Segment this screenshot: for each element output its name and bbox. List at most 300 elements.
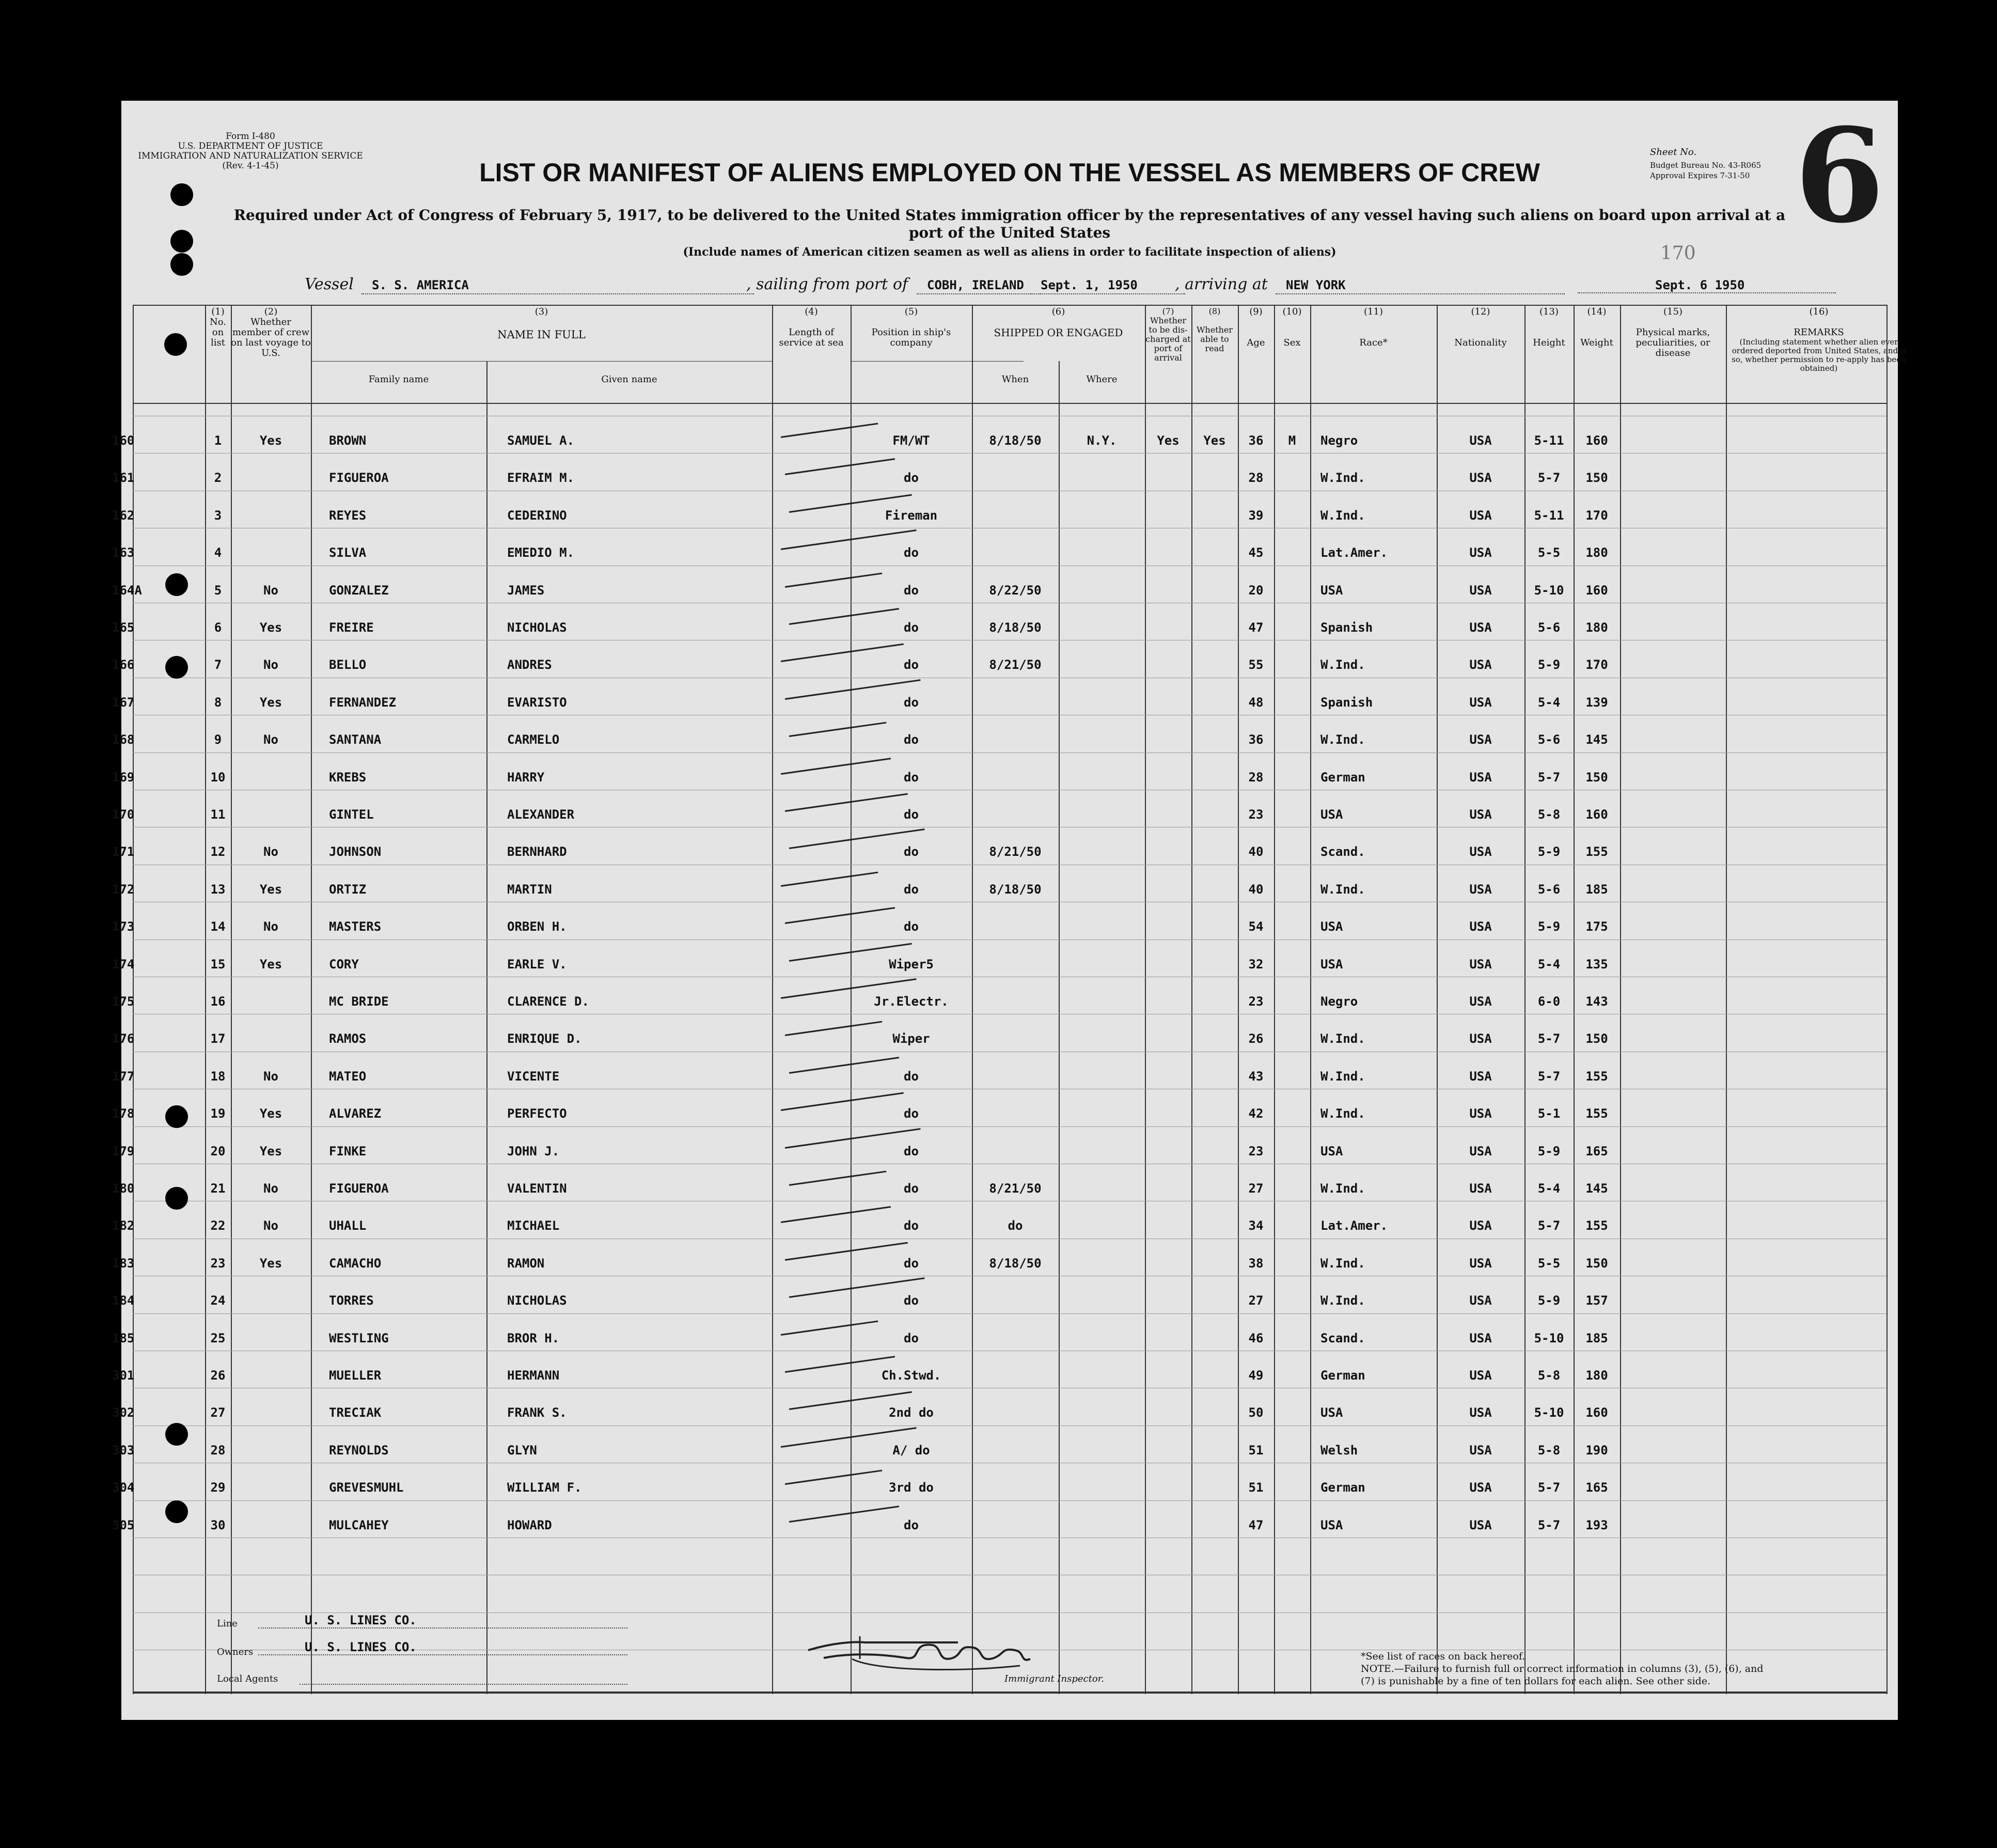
cell-ht: 5-6 (1537, 620, 1561, 635)
agents-value (300, 1668, 627, 1685)
cell-nat: USA (1469, 1069, 1492, 1084)
cell-ht: 5-8 (1537, 1368, 1561, 1383)
cell-nat: USA (1469, 882, 1492, 897)
cell-ht: 5-8 (1537, 1443, 1561, 1458)
cell-given: VICENTE (507, 1069, 560, 1084)
col1-header: (1) No. on list (210, 307, 226, 348)
cell-pos: do (904, 1069, 919, 1084)
cell-race: W.Ind. (1320, 471, 1365, 486)
col9-header: (9) Age (1247, 307, 1265, 348)
service: IMMIGRATION AND NATURALIZATION SERVICE (138, 151, 363, 161)
cell-nat: USA (1469, 807, 1492, 822)
cell-family: GREVESMUHL (329, 1480, 404, 1495)
cell-nat: USA (1469, 1293, 1492, 1308)
cell-ht: 5-11 (1534, 433, 1564, 448)
col7-header: (7) Whether to be dis-charged at port of arrival (1145, 307, 1191, 363)
cell-race: USA (1320, 1405, 1343, 1420)
cell-family: RAMOS (329, 1031, 367, 1046)
cell-sex (1274, 1366, 1310, 1385)
cell-read (1191, 693, 1238, 712)
cell-n: 5 (214, 583, 222, 598)
cell-m: 175 (112, 994, 135, 1009)
owners-value: U. S. LINES CO. (258, 1640, 627, 1655)
cell-pos: Fireman (885, 508, 938, 523)
cell-m: 163 (112, 545, 135, 560)
cell-when: 8/21/50 (989, 1181, 1042, 1196)
cell-m: 166 (112, 657, 135, 672)
cell-given: PERFECTO (507, 1106, 567, 1121)
cell-pos: do (904, 1218, 919, 1233)
col2-header: (2) Whether member of crew on last voyage to U.S. (231, 307, 311, 358)
cell-given: WILLIAM F. (507, 1480, 582, 1495)
cell-given: ALEXANDER (507, 807, 575, 822)
cell-race: W.Ind. (1320, 508, 1365, 523)
cell-given: ENRIQUE D. (507, 1031, 582, 1046)
cell-nat: USA (1469, 1031, 1492, 1046)
cell-nat: USA (1469, 1330, 1492, 1345)
cell-ht: 5-1 (1537, 1106, 1561, 1121)
cell-sex (1274, 1441, 1310, 1460)
family-name-header: Family name (368, 374, 429, 385)
cell-race: USA (1320, 583, 1343, 598)
cell-pos: do (904, 1293, 919, 1308)
cell-m: 173 (112, 919, 135, 934)
cell-prev: Yes (259, 433, 282, 448)
cell-wt: 165 (1585, 1144, 1608, 1158)
cell-where (1059, 1254, 1145, 1273)
cell-sex (1274, 543, 1310, 562)
cell-where (1059, 1403, 1145, 1422)
cell-read (1191, 1291, 1238, 1310)
cell-age: 36 (1248, 433, 1264, 448)
cell-when (972, 730, 1059, 749)
cell-race: W.Ind. (1320, 732, 1365, 747)
cell-where (1059, 1366, 1145, 1385)
cell-race: W.Ind. (1320, 882, 1365, 897)
cell-n: 4 (214, 545, 222, 560)
cell-sex (1274, 1291, 1310, 1310)
cell-read (1191, 730, 1238, 749)
column-rule (1886, 305, 1888, 1694)
cell-where (1059, 1516, 1145, 1534)
cell-sex (1274, 1516, 1310, 1534)
cell-read (1191, 955, 1238, 974)
cell-family: WESTLING (329, 1330, 389, 1345)
cell-wt: 170 (1585, 657, 1608, 672)
cell-where (1059, 618, 1145, 637)
cell-age: 27 (1248, 1293, 1264, 1308)
cell-sex (1274, 917, 1310, 936)
cell-given: CARMELO (507, 732, 560, 747)
cell-when (972, 1142, 1059, 1161)
cell-ht: 5-5 (1537, 545, 1561, 560)
cell-given: ANDRES (507, 657, 552, 672)
cell-read (1191, 1366, 1238, 1385)
cell-given: FRANK S. (507, 1405, 567, 1420)
cell-n: 25 (210, 1330, 226, 1345)
cell-given: MICHAEL (507, 1218, 560, 1233)
cell-pos: do (904, 620, 919, 635)
requirement-text: Required under Act of Congress of February 5, 1917, to be delivered to the United States immigration officer by the representatives of any vessel having such aliens on board upon arrival at a port of the United States (233, 207, 1786, 241)
department: U.S. DEPARTMENT OF JUSTICE (178, 141, 323, 151)
cell-family: MASTERS (329, 919, 382, 934)
col6-header: (6) SHIPPED OR ENGAGED (994, 307, 1123, 338)
cell-wt: 155 (1585, 1218, 1608, 1233)
cell-prev (231, 992, 311, 1011)
cell-wt: 180 (1585, 545, 1608, 560)
cell-pos: do (904, 695, 919, 710)
cell-age: 28 (1248, 471, 1264, 486)
cell-where (1059, 693, 1145, 712)
cell-wt: 165 (1585, 1480, 1608, 1495)
cell-wt: 143 (1585, 994, 1608, 1009)
cell-race: Welsh (1320, 1443, 1358, 1458)
cell-wt: 180 (1585, 620, 1608, 635)
cell-nat: USA (1469, 545, 1492, 560)
cell-n: 1 (214, 433, 222, 448)
cell-nat: USA (1469, 1218, 1492, 1233)
arriving-label: , arriving at (1175, 275, 1268, 293)
cell-m: 303 (112, 1443, 135, 1458)
cell-read (1191, 1029, 1238, 1048)
vessel-label: Vessel (305, 275, 354, 293)
cell-nat: USA (1469, 1144, 1492, 1158)
cell-disch (1145, 1441, 1191, 1460)
row-rule (133, 1500, 1886, 1501)
cell-prev: Yes (259, 882, 282, 897)
cell-race: Scand. (1320, 844, 1365, 859)
cell-nat: USA (1469, 770, 1492, 785)
cell-read (1191, 1516, 1238, 1534)
cell-wt: 160 (1585, 583, 1608, 598)
cell-age: 23 (1248, 807, 1264, 822)
cell-prev (231, 1403, 311, 1422)
cell-n: 2 (214, 471, 222, 486)
column-rule (1726, 305, 1727, 1694)
cell-prev (231, 768, 311, 787)
cell-wt: 145 (1585, 1181, 1608, 1196)
cell-race: Lat.Amer. (1320, 545, 1388, 560)
cell-when: 8/18/50 (989, 1256, 1042, 1271)
cell-sex (1274, 955, 1310, 974)
cell-family: FINKE (329, 1144, 367, 1158)
cell-race: Negro (1320, 994, 1358, 1009)
cell-where (1059, 1179, 1145, 1198)
column-rule (772, 305, 773, 1694)
cell-disch (1145, 1179, 1191, 1198)
cell-ht: 5-7 (1537, 770, 1561, 785)
cell-prev: No (263, 1218, 278, 1233)
cell-ht: 5-11 (1534, 508, 1564, 523)
cell-disch (1145, 768, 1191, 787)
cell-age: 55 (1248, 657, 1264, 672)
cell-sex (1274, 1179, 1310, 1198)
cell-family: KREBS (329, 770, 367, 785)
cell-wt: 160 (1585, 433, 1608, 448)
cell-ht: 5-10 (1534, 1330, 1564, 1345)
cell-race: W.Ind. (1320, 1256, 1365, 1271)
cell-disch (1145, 543, 1191, 562)
cell-prev (231, 1291, 311, 1310)
cell-ht: 5-9 (1537, 657, 1561, 672)
cell-n: 18 (210, 1069, 226, 1084)
cell-when (972, 1441, 1059, 1460)
cell-disch (1145, 655, 1191, 674)
cell-race: USA (1320, 1144, 1343, 1158)
punch-hole (165, 1187, 188, 1210)
cell-prev: No (263, 844, 278, 859)
cell-prev: Yes (259, 1106, 282, 1121)
cell-disch (1145, 1478, 1191, 1497)
cell-m: 169 (112, 770, 135, 785)
cell-given: HOWARD (507, 1517, 552, 1532)
cell-wt: 193 (1585, 1517, 1608, 1532)
cell-age: 34 (1248, 1218, 1264, 1233)
cell-n: 19 (210, 1106, 226, 1121)
cell-age: 47 (1248, 620, 1264, 635)
cell-given: NICHOLAS (507, 620, 567, 635)
cell-n: 11 (210, 807, 226, 822)
cell-prev (231, 1366, 311, 1385)
cell-prev: Yes (259, 957, 282, 972)
cell-m: 301 (112, 1368, 135, 1383)
cell-when (972, 917, 1059, 936)
cell-race: Spanish (1320, 695, 1373, 710)
cell-age: 42 (1248, 1106, 1264, 1121)
cell-ht: 5-7 (1537, 1517, 1561, 1532)
cell-when: 8/21/50 (989, 844, 1042, 859)
cell-ht: 5-6 (1537, 732, 1561, 747)
departure-date: Sept. 1, 1950 (1030, 278, 1185, 294)
cell-prev (231, 1441, 311, 1460)
cell-prev (231, 805, 311, 824)
cell-sex (1274, 1216, 1310, 1235)
cell-nat: USA (1469, 657, 1492, 672)
cell-read (1191, 992, 1238, 1011)
cell-ht: 5-7 (1537, 1218, 1561, 1233)
cell-age: 26 (1248, 1031, 1264, 1046)
cell-prev: No (263, 732, 278, 747)
cell-sex (1274, 506, 1310, 525)
cell-sex (1274, 655, 1310, 674)
cell-pos: do (904, 1256, 919, 1271)
sheet-label: Sheet No. (1650, 147, 1697, 158)
cell-wt: 185 (1585, 882, 1608, 897)
cell-sex (1274, 730, 1310, 749)
cell-given: RAMON (507, 1256, 545, 1271)
cell-read (1191, 842, 1238, 861)
cell-disch (1145, 842, 1191, 861)
cell-disch (1145, 1366, 1191, 1385)
cell-where (1059, 543, 1145, 562)
cell-family: GINTEL (329, 807, 374, 822)
cell-ht: 5-7 (1537, 1480, 1561, 1495)
crew-table (112, 305, 1906, 1694)
cell-nat: USA (1469, 844, 1492, 859)
cell-prev (231, 1329, 311, 1348)
cell-given: BROR H. (507, 1330, 560, 1345)
cell-m: 305 (112, 1517, 135, 1532)
cell-disch (1145, 730, 1191, 749)
cell-n: 22 (210, 1218, 226, 1233)
cell-wt: 150 (1585, 1256, 1608, 1271)
cell-ht: 5-8 (1537, 807, 1561, 822)
cell-nat: USA (1469, 1480, 1492, 1495)
cell-disch (1145, 992, 1191, 1011)
cell-m: 160 (112, 433, 135, 448)
cell-wt: 150 (1585, 1031, 1608, 1046)
cell-where (1059, 1216, 1145, 1235)
cell-age: 23 (1248, 1144, 1264, 1158)
punch-hole (165, 656, 188, 679)
cell-wt: 175 (1585, 919, 1608, 934)
page-title: LIST OR MANIFEST OF ALIENS EMPLOYED ON THE VESSEL AS MEMBERS OF CREW (479, 158, 1540, 187)
cell-when (972, 992, 1059, 1011)
col10-header: (10) Sex (1282, 307, 1302, 348)
cell-nat: USA (1469, 919, 1492, 934)
cell-ht: 5-7 (1537, 1069, 1561, 1084)
cell-prev (231, 506, 311, 525)
cell-when (972, 1029, 1059, 1048)
cell-where (1059, 655, 1145, 674)
cell-family: UHALL (329, 1218, 367, 1233)
cell-n: 28 (210, 1443, 226, 1458)
cell-disch (1145, 1216, 1191, 1235)
cell-m: 304 (112, 1480, 135, 1495)
cell-pos: Ch.Stwd. (881, 1368, 941, 1383)
cell-family: MC BRIDE (329, 994, 389, 1009)
cell-sex (1274, 581, 1310, 600)
cell-ht: 5-10 (1534, 1405, 1564, 1420)
cell-m: 168 (112, 732, 135, 747)
cell-pos: do (904, 844, 919, 859)
cell-given: CEDERINO (507, 508, 567, 523)
col11-header: (11) Race* (1359, 307, 1388, 348)
cell-wt: 145 (1585, 732, 1608, 747)
cell-where (1059, 880, 1145, 899)
cell-age: 36 (1248, 732, 1264, 747)
cell-sex (1274, 1403, 1310, 1422)
cell-prev (231, 1516, 311, 1534)
cell-sex (1274, 468, 1310, 487)
cell-where (1059, 992, 1145, 1011)
cell-family: REYES (329, 508, 367, 523)
cell-when (972, 1067, 1059, 1086)
cell-family: ORTIZ (329, 882, 367, 897)
cell-pos: Wiper (892, 1031, 930, 1046)
cell-m: 164A (112, 583, 142, 598)
pencil-number: 170 (1660, 243, 1696, 264)
col12-header: (12) Nationality (1454, 307, 1507, 348)
cell-family: FERNANDEZ (329, 695, 397, 710)
cell-disch (1145, 618, 1191, 637)
cell-when (972, 955, 1059, 974)
cell-m: 176 (112, 1031, 135, 1046)
cell-wt: 157 (1585, 1293, 1608, 1308)
cell-age: 54 (1248, 919, 1264, 934)
cell-age: 49 (1248, 1368, 1264, 1383)
cell-where (1059, 1478, 1145, 1497)
cell-read (1191, 1142, 1238, 1161)
cell-race: W.Ind. (1320, 1293, 1365, 1308)
cell-read (1191, 1179, 1238, 1198)
cell-nat: USA (1469, 1181, 1492, 1196)
cell-when (972, 1516, 1059, 1534)
cell-pos: Wiper5 (889, 957, 934, 972)
cell-nat: USA (1469, 695, 1492, 710)
cell-sex (1274, 1067, 1310, 1086)
cell-where (1059, 1104, 1145, 1123)
cell-pos: do (904, 1517, 919, 1532)
cell-pos: do (904, 545, 919, 560)
cell-family: MULCAHEY (329, 1517, 389, 1532)
cell-disch (1145, 1516, 1191, 1534)
cell-disch (1145, 917, 1191, 936)
cell-read (1191, 805, 1238, 824)
cell-ht: 6-0 (1537, 994, 1561, 1009)
cell-given: EMEDIO M. (507, 545, 575, 560)
cell-ht: 5-9 (1537, 844, 1561, 859)
cell-family: MATEO (329, 1069, 367, 1084)
cell-race: USA (1320, 1517, 1343, 1532)
cell-pos: do (904, 1330, 919, 1345)
cell-disch (1145, 1104, 1191, 1123)
cell-when: 8/18/50 (989, 620, 1042, 635)
cell-read (1191, 1216, 1238, 1235)
cell-disch (1145, 1067, 1191, 1086)
cell-where (1059, 1441, 1145, 1460)
cell-where (1059, 1291, 1145, 1310)
cell-when: do (1008, 1218, 1023, 1233)
punch-hole (165, 573, 188, 596)
cell-read (1191, 1478, 1238, 1497)
cell-age: 20 (1248, 583, 1264, 598)
cell-sex (1274, 1142, 1310, 1161)
cell-read (1191, 917, 1238, 936)
cell-nat: USA (1469, 1106, 1492, 1121)
sailing-label: , sailing from port of (746, 275, 908, 293)
cell-m: 170 (112, 807, 135, 822)
cell-age: 51 (1248, 1443, 1264, 1458)
cell-pos: do (904, 807, 919, 822)
cell-age: 23 (1248, 994, 1264, 1009)
cell-prev: Yes (259, 1144, 282, 1158)
cell-race: Scand. (1320, 1330, 1365, 1345)
cell-when: 8/22/50 (989, 583, 1042, 598)
cell-race: Spanish (1320, 620, 1373, 635)
cell-disch (1145, 1291, 1191, 1310)
col16-header: (16) REMARKS (Including statement whether alien ever ordered deported from United States, and if so, whether permission to re-apply has been obtained) (1732, 307, 1906, 373)
cell-read (1191, 1329, 1238, 1348)
cell-when (972, 468, 1059, 487)
cell-race: W.Ind. (1320, 657, 1365, 672)
cell-read (1191, 543, 1238, 562)
cell-given: GLYN (507, 1443, 537, 1458)
when-header: When (1001, 374, 1029, 385)
cell-n: 12 (210, 844, 226, 859)
cell-m: 167 (112, 695, 135, 710)
cell-ht: 5-7 (1537, 471, 1561, 486)
col8-header: (8) Whether able to read (1196, 307, 1233, 353)
cell-where (1059, 1029, 1145, 1048)
cell-sex (1274, 693, 1310, 712)
cell-disch (1145, 1403, 1191, 1422)
revision: (Rev. 4-1-45) (222, 161, 279, 171)
row-rule (133, 939, 1886, 940)
cell-where (1059, 805, 1145, 824)
cell-prev (231, 1478, 311, 1497)
cell-where (1059, 1142, 1145, 1161)
